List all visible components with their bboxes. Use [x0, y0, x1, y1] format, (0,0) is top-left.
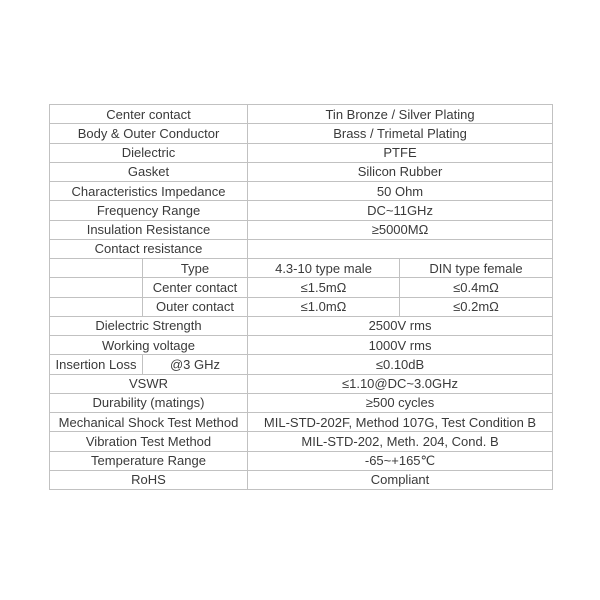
- table-row: [50, 393, 553, 412]
- spec-subvalue-male: ≤1.0mΩ: [248, 297, 400, 316]
- table-row: [50, 316, 553, 335]
- spec-value: 50 Ohm: [248, 182, 553, 201]
- table-row: [50, 336, 553, 355]
- table-row: [50, 162, 553, 181]
- spec-value: Compliant: [248, 470, 553, 489]
- spec-sublabel: Center contact: [143, 278, 248, 297]
- table-subrow: [50, 278, 553, 297]
- spec-value: MIL-STD-202, Meth. 204, Cond. B: [248, 432, 553, 451]
- spec-value: DC~11GHz: [248, 201, 553, 220]
- spec-sublabel: Outer contact: [143, 297, 248, 316]
- spec-value: Silicon Rubber: [248, 162, 553, 181]
- spec-value: -65~+165℃: [248, 451, 553, 470]
- table-row: [50, 201, 553, 220]
- spec-sublabel: Type: [143, 259, 248, 278]
- table-row: [50, 182, 553, 201]
- table-row: [50, 374, 553, 393]
- spec-label: Body & Outer Conductor: [50, 124, 248, 143]
- spec-value: PTFE: [248, 143, 553, 162]
- spec-empty-cell: [50, 297, 143, 316]
- spec-value: ≤1.10@DC~3.0GHz: [248, 374, 553, 393]
- table-row: [50, 432, 553, 451]
- spec-empty-cell: [50, 278, 143, 297]
- spec-label: Durability (matings): [50, 393, 248, 412]
- spec-subvalue-female: DIN type female: [400, 259, 553, 278]
- table-row: [50, 220, 553, 239]
- spec-label: Insertion Loss: [50, 355, 143, 374]
- spec-subvalue-female: ≤0.4mΩ: [400, 278, 553, 297]
- table-subrow: [50, 259, 553, 278]
- table-row-split-label: [50, 355, 553, 374]
- spec-subvalue-male: 4.3-10 type male: [248, 259, 400, 278]
- spec-label: Insulation Resistance: [50, 220, 248, 239]
- spec-value: MIL-STD-202F, Method 107G, Test Condition B: [248, 413, 553, 432]
- spec-value: 1000V rms: [248, 336, 553, 355]
- spec-empty-cell: [50, 259, 143, 278]
- spec-label: Dielectric: [50, 143, 248, 162]
- spec-label: Mechanical Shock Test Method: [50, 413, 248, 432]
- spec-subvalue-male: ≤1.5mΩ: [248, 278, 400, 297]
- spec-label: Working voltage: [50, 336, 248, 355]
- table-row: [50, 124, 553, 143]
- spec-label: Characteristics Impedance: [50, 182, 248, 201]
- spec-group-label: Contact resistance: [50, 239, 248, 258]
- table-row: [50, 413, 553, 432]
- spec-value: ≥500 cycles: [248, 393, 553, 412]
- table-row: [50, 105, 553, 124]
- spec-label: Center contact: [50, 105, 248, 124]
- spec-value: Brass / Trimetal Plating: [248, 124, 553, 143]
- spec-value: 2500V rms: [248, 316, 553, 335]
- specification-table: [49, 104, 553, 490]
- table-row: [50, 451, 553, 470]
- spec-label: VSWR: [50, 374, 248, 393]
- spec-label: Frequency Range: [50, 201, 248, 220]
- table-row-group-header: [50, 239, 553, 258]
- spec-group-empty-value: [248, 239, 553, 258]
- spec-label: Gasket: [50, 162, 248, 181]
- spec-value: Tin Bronze / Silver Plating: [248, 105, 553, 124]
- table-row: [50, 470, 553, 489]
- spec-label: Dielectric Strength: [50, 316, 248, 335]
- spec-label: Vibration Test Method: [50, 432, 248, 451]
- spec-subvalue-female: ≤0.2mΩ: [400, 297, 553, 316]
- spec-value: ≤0.10dB: [248, 355, 553, 374]
- spec-condition-label: @3 GHz: [143, 355, 248, 374]
- spec-label: RoHS: [50, 470, 248, 489]
- table-row: [50, 143, 553, 162]
- spec-label: Temperature Range: [50, 451, 248, 470]
- table-subrow: [50, 297, 553, 316]
- spec-value: ≥5000MΩ: [248, 220, 553, 239]
